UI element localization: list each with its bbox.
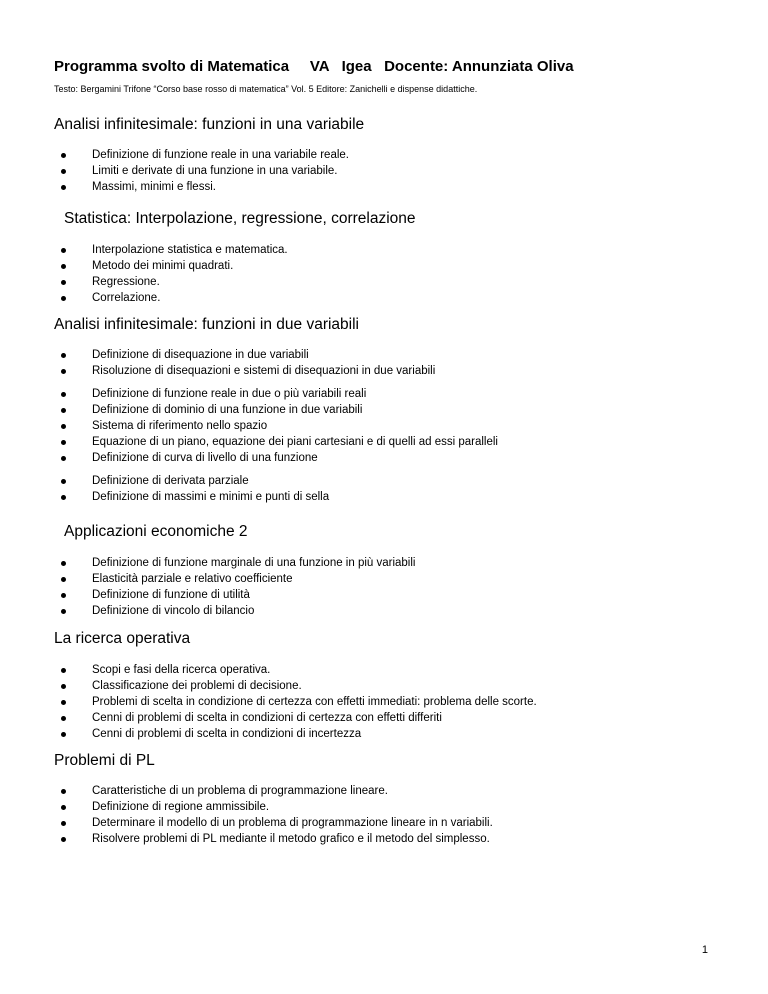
section-list	[56, 662, 537, 742]
list-item: Cenni di problemi di scelta in condizioni di incertezza	[56, 726, 537, 742]
list-item: Definizione di funzione reale in due o più variabili reali	[56, 386, 498, 402]
list-item: Definizione di derivata parziale	[56, 473, 498, 489]
list-item: Definizione di massimi e minimi e punti di sella	[56, 489, 498, 505]
list-item: Correlazione.	[56, 290, 288, 306]
section-list	[56, 555, 415, 619]
list-item: Definizione di vincolo di bilancio	[56, 603, 415, 619]
document-title: Programma svolto di Matematica VA Igea Docente: Annunziata Oliva	[54, 58, 574, 75]
list-item: Definizione di curva di livello di una funzione	[56, 450, 498, 466]
list-item: Definizione di disequazione in due variabili	[56, 347, 498, 363]
list-item: Sistema di riferimento nello spazio	[56, 418, 498, 434]
list-item: Elasticità parziale e relativo coefficiente	[56, 571, 415, 587]
list-item: Problemi di scelta in condizione di certezza con effetti immediati: problema delle scorte.	[56, 694, 537, 710]
list-item: Definizione di dominio di una funzione in due variabili	[56, 402, 498, 418]
list-item: Caratteristiche di un problema di programmazione lineare.	[56, 783, 493, 799]
section-list	[56, 147, 349, 195]
list-item: Determinare il modello di un problema di programmazione lineare in n variabili.	[56, 815, 493, 831]
section-list	[56, 783, 493, 847]
section-list	[56, 242, 288, 306]
list-item: Limiti e derivate di una funzione in una variabile.	[56, 163, 349, 179]
list-item: Definizione di funzione di utilità	[56, 587, 415, 603]
list-item: Interpolazione statistica e matematica.	[56, 242, 288, 258]
list-item: Metodo dei minimi quadrati.	[56, 258, 288, 274]
list-item: Scopi e fasi della ricerca operativa.	[56, 662, 537, 678]
list-item: Definizione di regione ammissibile.	[56, 799, 493, 815]
page-number: 1	[701, 944, 708, 956]
list-item: Equazione di un piano, equazione dei piani cartesiani e di quelli ad essi paralleli	[56, 434, 498, 450]
list-item: Regressione.	[56, 274, 288, 290]
document-subtitle: Testo: Bergamini Trifone “Corso base rosso di matematica” Vol. 5 Editore: Zanichelli e dispense didattiche.	[54, 84, 478, 94]
section-heading: Analisi infinitesimale: funzioni in due variabili	[54, 316, 359, 333]
section-heading: La ricerca operativa	[54, 630, 191, 647]
section-heading: Analisi infinitesimale: funzioni in una variabile	[54, 116, 365, 133]
section-heading: Problemi di PL	[54, 752, 155, 769]
list-item: Risolvere problemi di PL mediante il metodo grafico e il metodo del simplesso.	[56, 831, 493, 847]
list-item: Classificazione dei problemi di decisione.	[56, 678, 537, 694]
list-item: Massimi, minimi e flessi.	[56, 179, 349, 195]
section-heading: Applicazioni economiche 2	[64, 523, 248, 540]
section-list	[56, 347, 498, 505]
list-item: Definizione di funzione reale in una variabile reale.	[56, 147, 349, 163]
list-item: Risoluzione di disequazioni e sistemi di disequazioni in due variabili	[56, 363, 498, 379]
list-item: Definizione di funzione marginale di una funzione in più variabili	[56, 555, 415, 571]
section-heading: Statistica: Interpolazione, regressione, correlazione	[64, 210, 416, 227]
list-item: Cenni di problemi di scelta in condizioni di certezza con effetti differiti	[56, 710, 537, 726]
